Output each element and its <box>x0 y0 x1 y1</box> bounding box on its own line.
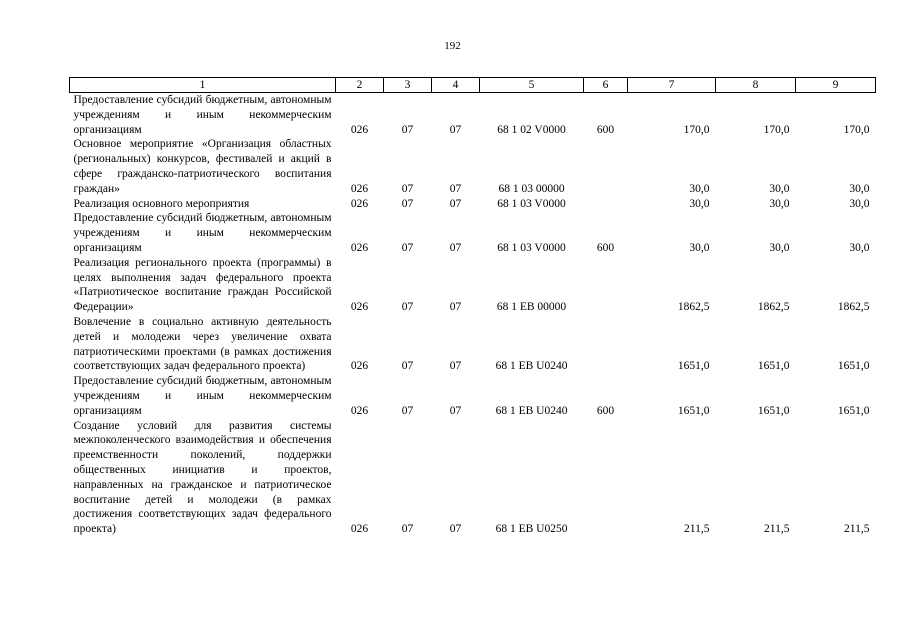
table-header <box>70 78 876 93</box>
row-amount-col-8: 1651,0 <box>757 404 790 417</box>
header-col-8: 8 <box>716 78 796 93</box>
row-section: 07 <box>401 241 414 254</box>
row-target-code: 68 1 03 V0000 <box>497 241 566 254</box>
table-row <box>70 93 876 138</box>
row-amount-col-9: 1862,5 <box>837 301 870 314</box>
row-expense-type <box>584 137 628 196</box>
row-section: 07 <box>401 523 414 536</box>
table-row <box>70 419 876 537</box>
row-subsection: 07 <box>449 523 462 536</box>
row-expense-type <box>584 256 628 315</box>
row-target-code: 68 1 EB 00000 <box>496 301 567 314</box>
row-amount-col-8: 211,5 <box>764 523 790 536</box>
row-ministry-code: 026 <box>350 301 369 314</box>
table-row <box>70 374 876 418</box>
row-amount-col-8: 30,0 <box>769 182 790 195</box>
header-col-4: 4 <box>432 78 480 93</box>
table-row <box>70 315 876 374</box>
row-name: Предоставление субсидий бюджетным, автономным учреждениям и иным некоммерческим организациям <box>73 94 332 136</box>
row-target-code: 68 1 02 V0000 <box>497 123 566 136</box>
row-name: Предоставление субсидий бюджетным, автономным учреждениям и иным некоммерческим организациям <box>73 375 332 417</box>
row-subsection: 07 <box>449 241 462 254</box>
row-section: 07 <box>401 197 414 210</box>
row-section: 07 <box>401 360 414 373</box>
row-amount-col-9: 1651,0 <box>837 404 870 417</box>
header-col-3: 3 <box>384 78 432 93</box>
row-target-code: 68 1 EB U0250 <box>495 523 568 536</box>
row-expense-type <box>584 419 628 537</box>
row-target-code: 68 1 EB U0240 <box>495 404 568 417</box>
row-ministry-code: 026 <box>350 523 369 536</box>
row-expense-type <box>584 315 628 374</box>
header-col-5: 5 <box>480 78 584 93</box>
row-expense-type: 600 <box>596 404 615 417</box>
row-amount-col-8: 1651,0 <box>757 360 790 373</box>
page-number: 192 <box>444 40 461 52</box>
header-col-7: 7 <box>628 78 716 93</box>
row-name: Реализация основного мероприятия <box>73 197 250 210</box>
row-amount-col-7: 211,5 <box>684 523 710 536</box>
row-subsection: 07 <box>449 182 462 195</box>
row-amount-col-9: 30,0 <box>849 197 870 210</box>
table-row <box>70 137 876 196</box>
row-amount-col-7: 170,0 <box>683 123 710 136</box>
row-ministry-code: 026 <box>350 123 369 136</box>
row-ministry-code: 026 <box>350 404 369 417</box>
table-row <box>70 211 876 255</box>
row-section: 07 <box>401 301 414 314</box>
row-subsection: 07 <box>449 197 462 210</box>
row-ministry-code: 026 <box>350 197 369 210</box>
row-amount-col-8: 1862,5 <box>757 301 790 314</box>
row-section: 07 <box>401 123 414 136</box>
row-amount-col-7: 1651,0 <box>677 360 710 373</box>
budget-table <box>69 77 876 537</box>
row-section: 07 <box>401 404 414 417</box>
row-amount-col-9: 30,0 <box>849 241 870 254</box>
row-target-code: 68 1 03 00000 <box>498 182 565 195</box>
row-amount-col-9: 1651,0 <box>837 360 870 373</box>
table-row <box>70 197 876 212</box>
row-expense-type: 600 <box>596 123 615 136</box>
row-amount-col-7: 30,0 <box>689 182 710 195</box>
row-target-code: 68 1 EB U0240 <box>495 360 568 373</box>
row-expense-type: 600 <box>596 241 615 254</box>
row-subsection: 07 <box>449 360 462 373</box>
header-col-2: 2 <box>336 78 384 93</box>
row-subsection: 07 <box>449 123 462 136</box>
row-amount-col-8: 170,0 <box>763 123 790 136</box>
row-name: Вовлечение в социально активную деятельность детей и молодежи через увеличение охвата патриотическими проектами (в рамках достижения соответствующих задач федерального проекта) <box>73 315 332 373</box>
row-ministry-code: 026 <box>350 241 369 254</box>
table-body <box>70 93 876 537</box>
row-subsection: 07 <box>449 404 462 417</box>
row-section: 07 <box>401 182 414 195</box>
row-amount-col-7: 1862,5 <box>677 301 710 314</box>
row-subsection: 07 <box>449 301 462 314</box>
row-name: Основное мероприятие «Организация областных (региональных) конкурсов, фестивалей и акций в сфере гражданско-патриотического воспитания граждан» <box>73 138 332 195</box>
header-col-9: 9 <box>796 78 876 93</box>
row-ministry-code: 026 <box>350 182 369 195</box>
row-target-code: 68 1 03 V0000 <box>497 197 566 210</box>
row-ministry-code: 026 <box>350 360 369 373</box>
header-row <box>70 78 876 93</box>
row-amount-col-9: 30,0 <box>849 182 870 195</box>
header-col-1: 1 <box>70 78 336 93</box>
header-col-6: 6 <box>584 78 628 93</box>
row-expense-type <box>584 197 628 212</box>
row-amount-col-9: 170,0 <box>843 123 870 136</box>
row-amount-col-9: 211,5 <box>844 523 870 536</box>
table-row <box>70 256 876 315</box>
row-amount-col-7: 1651,0 <box>677 404 710 417</box>
row-name: Реализация регионального проекта (программы) в целях выполнения задач федерального проекта «Патриотическое воспитание граждан Российской Федерации» <box>73 256 332 314</box>
row-amount-col-7: 30,0 <box>689 197 710 210</box>
row-amount-col-8: 30,0 <box>769 241 790 254</box>
row-name: Предоставление субсидий бюджетным, автономным учреждениям и иным некоммерческим организациям <box>73 212 332 254</box>
row-amount-col-8: 30,0 <box>769 197 790 210</box>
row-name: Создание условий для развития системы межпоколенческого взаимодействия и обеспечения преемственности поколений, поддержки общественных инициатив и проектов, направленных на гражданское и патриотическое воспитание детей и молодежи (в рамках достижения соответствующих задач федерального проекта) <box>73 419 332 536</box>
row-amount-col-7: 30,0 <box>689 241 710 254</box>
